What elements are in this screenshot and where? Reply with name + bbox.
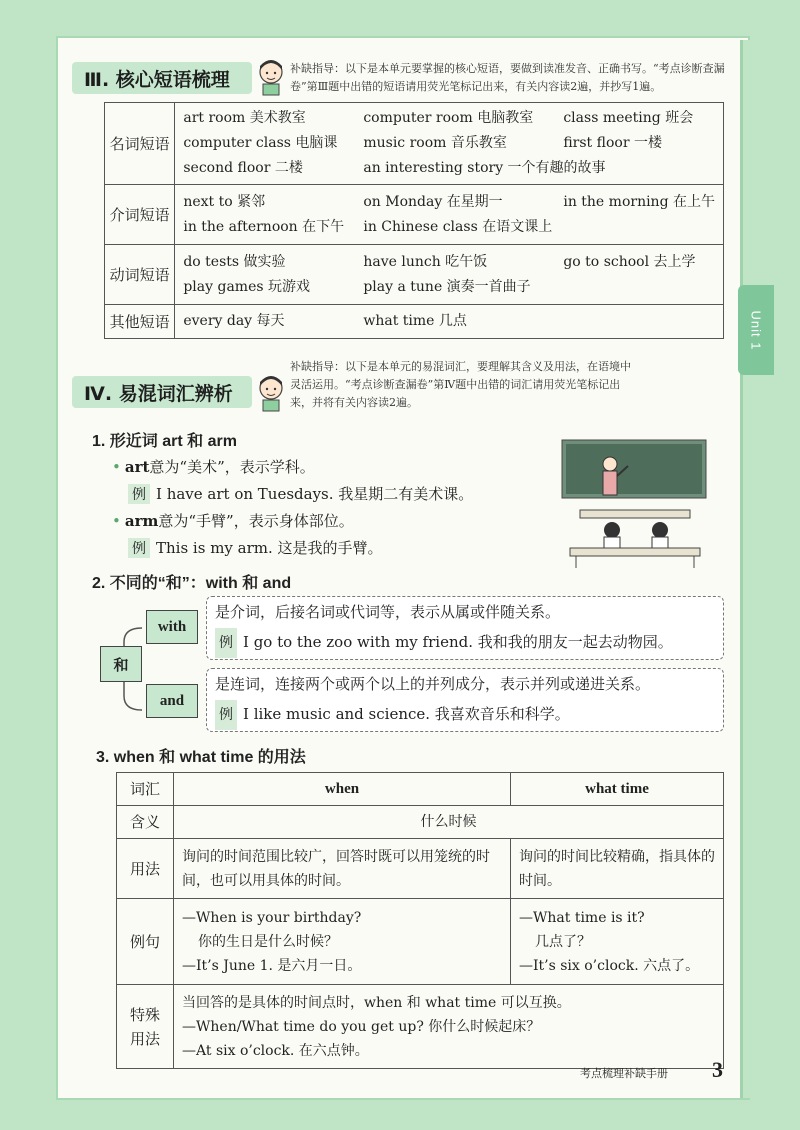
phrase-cell [175, 305, 724, 339]
phrase-item: in the afternoon 在下午 [183, 218, 345, 235]
table-row [105, 185, 724, 245]
table-row [105, 245, 724, 305]
special-usage-cell: 当回答的是具体的时间点时，when 和 what time 可以互换。 —When/What time do you get up? 你什么时候起床？ —At six o’clock. 在六点钟。 [174, 985, 724, 1069]
phrase-cell [175, 185, 724, 245]
classroom-illustration [560, 438, 708, 570]
category-label: 其他短语 [105, 305, 175, 339]
usage-whattime-cell: 询问的时间比较精确，指具体的时间。 [511, 839, 724, 899]
example-when-cell: —When is your birthday? 你的生日是什么时候？ —It’s June 1. 是六月一日。 [174, 899, 511, 985]
root-box: 和 [100, 646, 142, 682]
item1-heading: 1. 形近词 art 和 arm [92, 433, 237, 450]
row-label: 特殊 用法 [117, 985, 174, 1069]
with-box: with [146, 610, 198, 644]
footer-text: 考点梳理补缺手册 [580, 1067, 668, 1080]
phrase-item: in Chinese class 在语文课上 [363, 218, 553, 235]
phrase-table [104, 102, 724, 339]
example-art: 例 I have art on Tuesdays. 我星期二有美术课。 [128, 483, 473, 504]
and-box: and [146, 684, 198, 718]
table-row [117, 985, 724, 1069]
table-row [117, 839, 724, 899]
table-row [105, 103, 724, 185]
row-label: 含义 [117, 806, 174, 839]
category-label: 动词短语 [105, 245, 175, 305]
phrase-item: on Monday 在星期一 [363, 193, 503, 210]
usage-when-cell: 询问的时间范围比较广，回答时既可以用笼统的时间，也可以用具体的时间。 [174, 839, 511, 899]
example-arm: 例 This is my arm. 这是我的手臂。 [128, 537, 383, 558]
phrase-item: in the morning 在上午 [563, 193, 715, 210]
phrase-item: what time 几点 [363, 313, 467, 329]
row-label: 例句 [117, 899, 174, 985]
row-label: 用法 [117, 839, 174, 899]
phrase-item: class meeting 班会 [563, 110, 694, 126]
with-explanation: 是介词，后接名词或代词等，表示从属或伴随关系。 例 I go to the zoo with my friend. 我和我的朋友一起去动物园。 [206, 596, 724, 660]
example-whattime-cell: —What time is it? 几点了？ —It’s six o’clock. 六点了。 [511, 899, 724, 985]
phrase-item: second floor 二楼 [183, 160, 303, 176]
page-edge-stripe [740, 40, 781, 1098]
and-explanation: 是连词，连接两个或两个以上的并列成分，表示并列或递进关系。 例 I like music and science. 我喜欢音乐和科学。 [206, 668, 724, 732]
phrase-item: music room 音乐教室 [363, 135, 507, 151]
unit-tab[interactable]: Unit 1 [738, 285, 774, 375]
student-avatar-icon [254, 56, 288, 96]
phrase-item: art room 美术教室 [183, 110, 306, 126]
item2-heading: 2. 不同的“和”：with 和 and [92, 575, 292, 592]
table-row [105, 305, 724, 339]
section3-title: Ⅲ. 核心短语梳理 [72, 62, 252, 94]
meaning-cell: 什么时候 [174, 806, 724, 839]
when-whattime-table [116, 772, 724, 1069]
phrase-item: go to school 去上学 [563, 253, 696, 270]
phrase-item: first floor 一楼 [563, 135, 662, 151]
phrase-cell [175, 245, 724, 305]
page-number: 3 [712, 1057, 723, 1082]
row-label: 词汇 [117, 773, 174, 806]
column-header-when: when [174, 773, 511, 806]
phrase-item: computer room 电脑教室 [363, 110, 534, 126]
category-label: 介词短语 [105, 185, 175, 245]
table-row [117, 773, 724, 806]
column-header-what-time: what time [511, 773, 724, 806]
phrase-cell [175, 103, 724, 185]
phrase-item: next to 紧邻 [183, 193, 266, 210]
phrase-item: an interesting story 一个有趣的故事 [363, 160, 606, 176]
item3-heading: 3. when 和 what time 的用法 [96, 749, 306, 766]
phrase-item: every day 每天 [183, 313, 285, 329]
phrase-item: do tests 做实验 [183, 253, 286, 270]
phrase-item: play games 玩游戏 [183, 278, 310, 295]
category-label: 名词短语 [105, 103, 175, 185]
phrase-item: have lunch 吃午饭 [363, 253, 488, 270]
section3-note: 补缺指导：以下是本单元要掌握的核心短语，要做到读准发音、正确书写。“考点诊断查漏卷”第Ⅲ题中出错的短语请用荧光笔标记出来，有关内容读2遍，并抄写1遍。 [290, 62, 725, 93]
section4-note: 补缺指导：以下是本单元的易混词汇，要理解其含义及用法，在语境中 灵活运用。“考点诊断查漏卷”第Ⅳ题中出错的词汇请用荧光笔标记出 来，并将有关内容读2遍。 [290, 360, 631, 409]
student-avatar-icon [254, 372, 288, 412]
phrase-item: computer class 电脑课 [183, 135, 338, 151]
phrase-item: play a tune 演奏一首曲子 [363, 278, 531, 295]
section4-title: Ⅳ. 易混词汇辨析 [72, 376, 252, 408]
bullet-art: • art意为“美术”，表示学科。 [112, 458, 315, 476]
bullet-arm: • arm意为“手臂”，表示身体部位。 [112, 512, 354, 530]
table-row [117, 899, 724, 985]
table-row [117, 806, 724, 839]
